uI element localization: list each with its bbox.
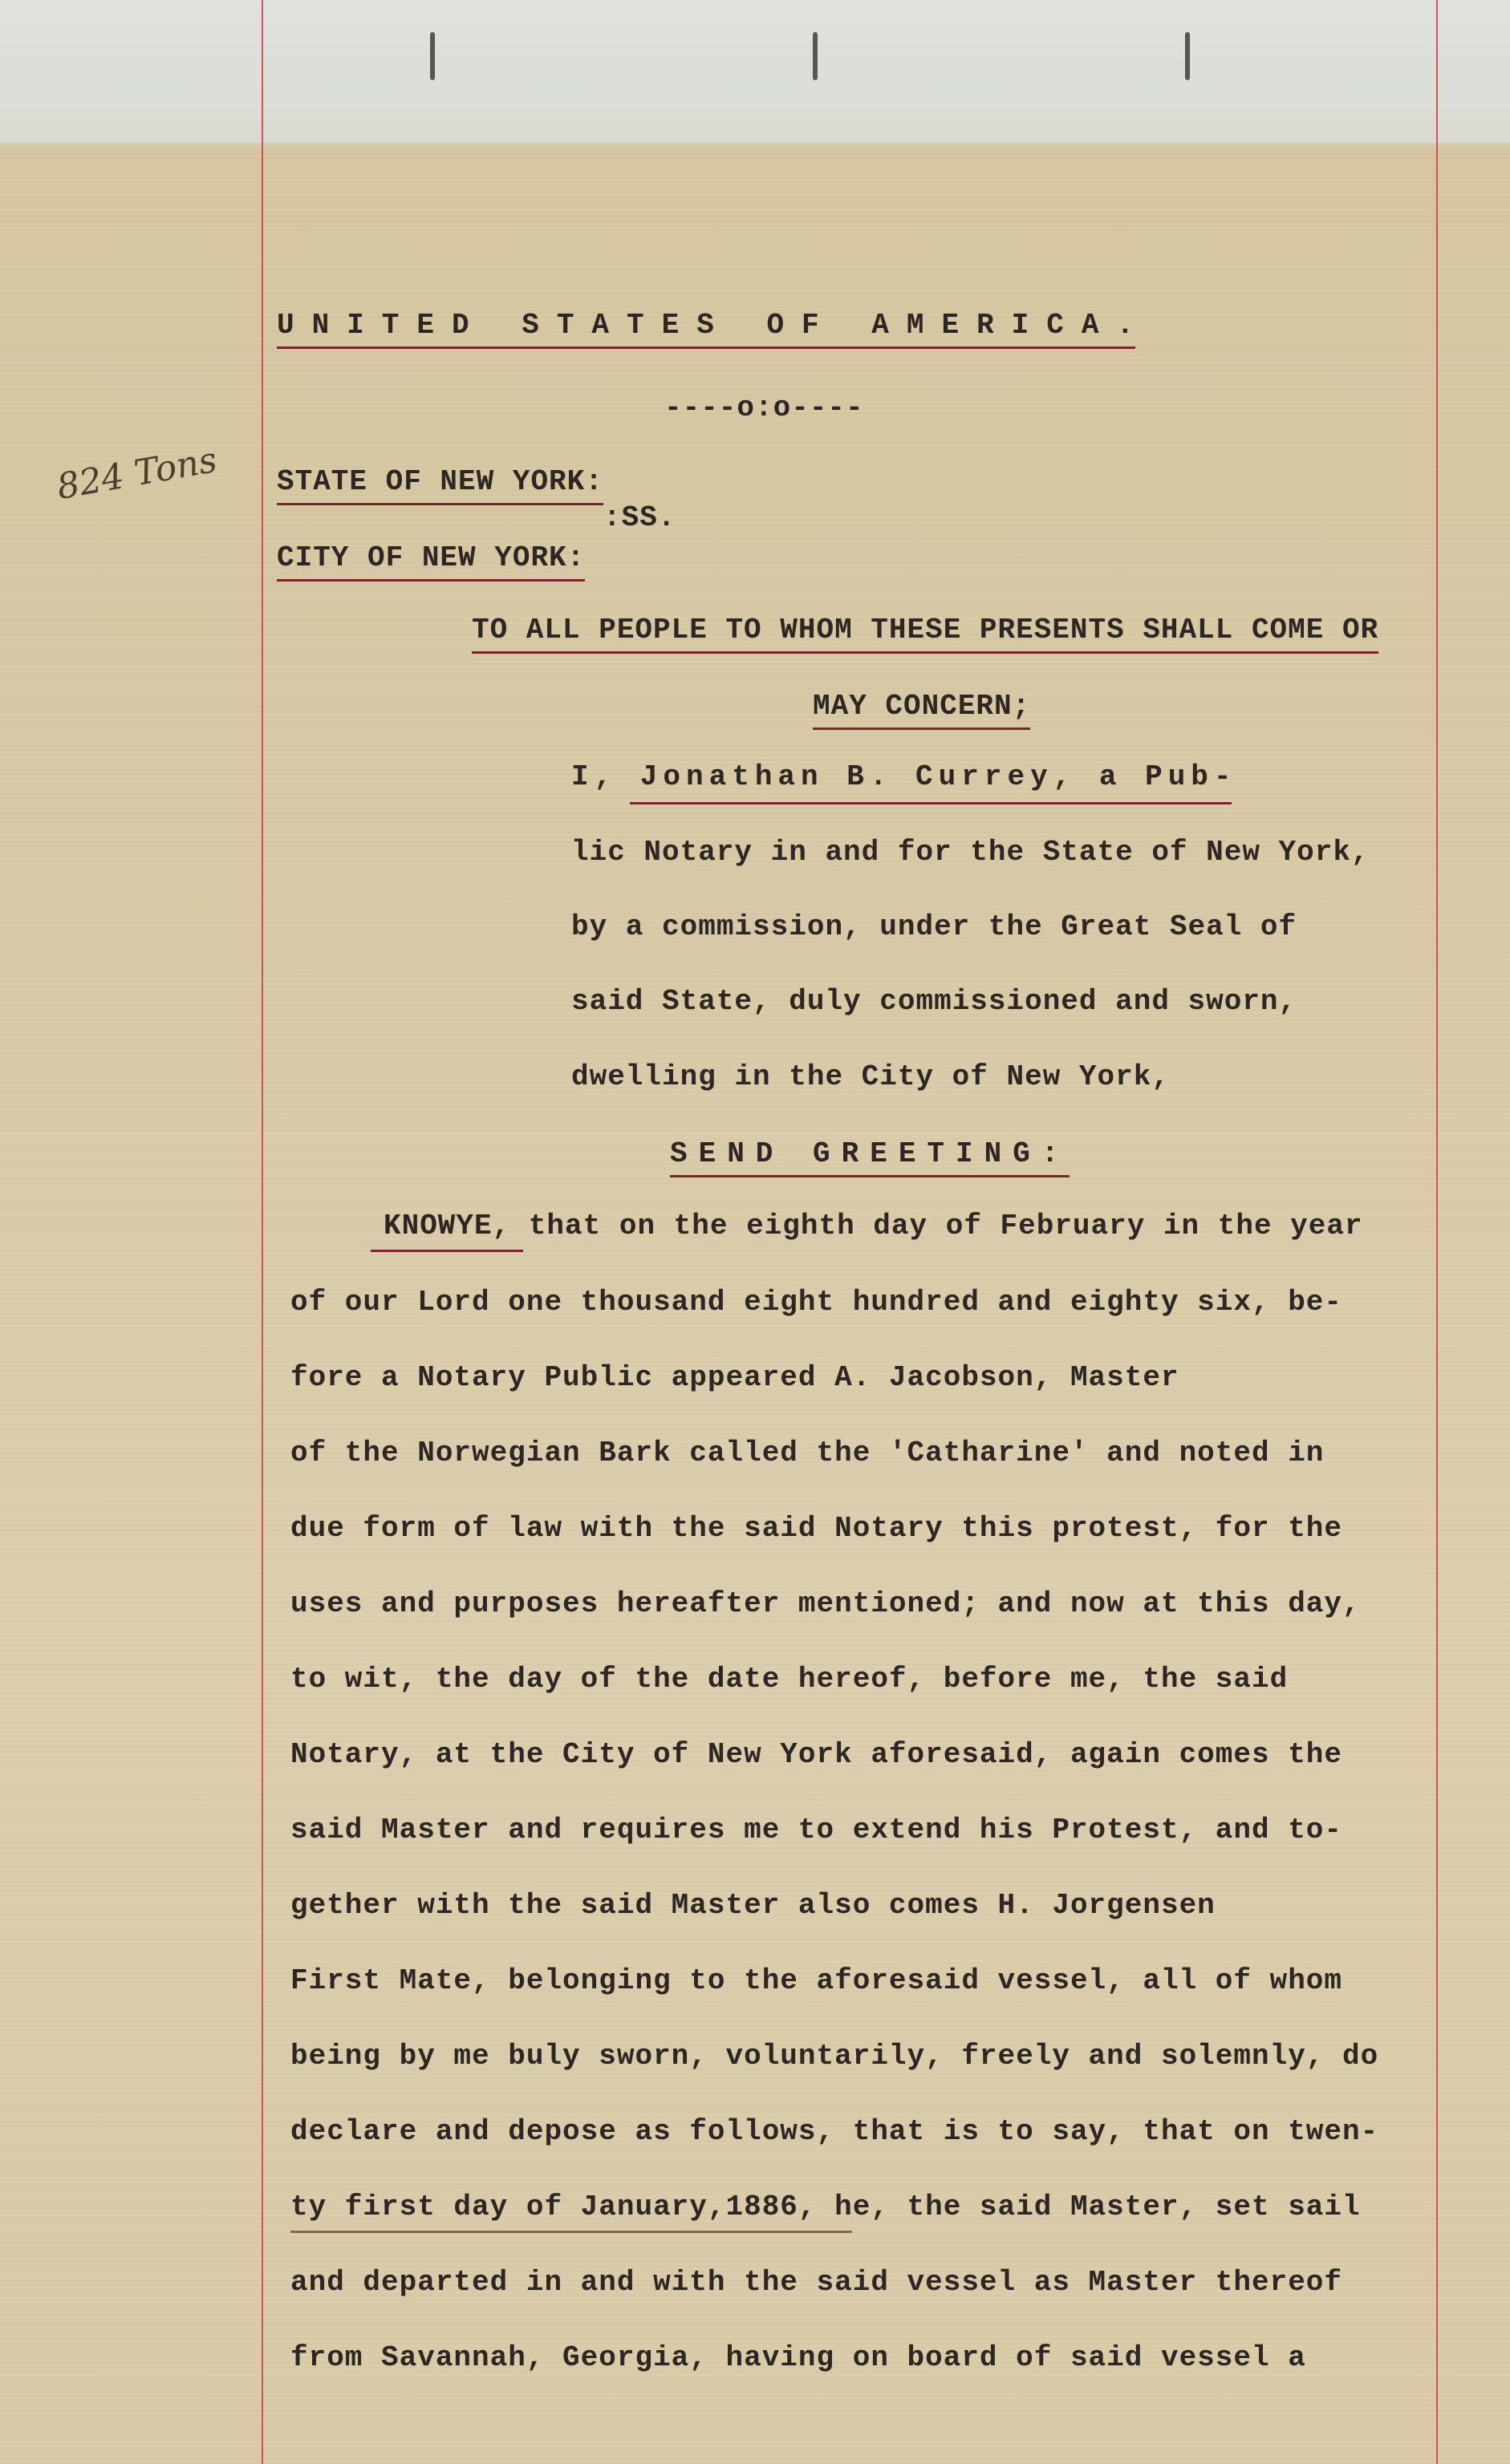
body-line: of our Lord one thousand eight hundred and eighty six, be- — [290, 1286, 1343, 1319]
divider: ----o:o---- — [664, 391, 864, 424]
top-paper-band — [0, 0, 1510, 143]
binding-mark — [813, 32, 818, 80]
body-line: due form of law with the said Notary this protest, for the — [290, 1512, 1343, 1545]
state-caption: STATE OF NEW YORK: — [277, 465, 603, 505]
ss-caption: :SS. — [603, 501, 676, 534]
knowye-underline — [371, 1250, 523, 1252]
binding-mark — [430, 32, 435, 80]
right-margin-rule — [1436, 0, 1438, 2464]
address-line-2: MAY CONCERN; — [813, 690, 1030, 730]
binding-mark — [1185, 32, 1190, 80]
margin-note: 824 Tons — [54, 439, 221, 509]
intro-line: dwelling in the City of New York, — [571, 1060, 1170, 1093]
address-line-1: TO ALL PEOPLE TO WHOM THESE PRESENTS SHALL COME OR — [472, 614, 1378, 654]
country-heading: UNITED STATES OF AMERICA. — [277, 309, 1135, 349]
body-line: uses and purposes hereafter mentioned; and now at this day, — [290, 1587, 1361, 1620]
body-line: Notary, at the City of New York aforesaid, again comes the — [290, 1738, 1343, 1771]
greeting: SEND GREETING: — [670, 1137, 1070, 1177]
intro-line: said State, duly commissioned and sworn, — [571, 985, 1297, 1018]
body-line: being by me buly sworn, voluntarily, freely and solemnly, do — [290, 2040, 1379, 2073]
body-line: and departed in and with the said vessel as Master thereof — [290, 2266, 1343, 2299]
body-line: KNOWYE, that on the eighth day of February in the year — [384, 1210, 1363, 1242]
date-underline — [290, 2231, 852, 2233]
body-line: fore a Notary Public appeared A. Jacobson, Master — [290, 1361, 1179, 1394]
intro-line: by a commission, under the Great Seal of — [571, 910, 1297, 943]
body-line: to wit, the day of the date hereof, before me, the said — [290, 1663, 1289, 1696]
body-line: declare and depose as follows, that is to say, that on twen- — [290, 2115, 1379, 2148]
left-margin-rule — [262, 0, 263, 2464]
body-line: of the Norwegian Bark called the 'Catharine' and noted in — [290, 1437, 1325, 1469]
intro-line: lic Notary in and for the State of New York, — [571, 836, 1370, 869]
name-underline — [630, 802, 1232, 804]
intro-line: I, Jonathan B. Currey, a Pub- — [571, 760, 1237, 793]
body-line: gether with the said Master also comes H. Jorgensen — [290, 1889, 1216, 1922]
body-line: First Mate, belonging to the aforesaid vessel, all of whom — [290, 1964, 1343, 1997]
body-line: ty first day of January,1886, he, the said Master, set sail — [290, 2190, 1361, 2223]
body-line: said Master and requires me to extend his Protest, and to- — [290, 1814, 1343, 1846]
body-line: from Savannah, Georgia, having on board of said vessel a — [290, 2341, 1306, 2374]
city-caption: CITY OF NEW YORK: — [277, 541, 585, 582]
